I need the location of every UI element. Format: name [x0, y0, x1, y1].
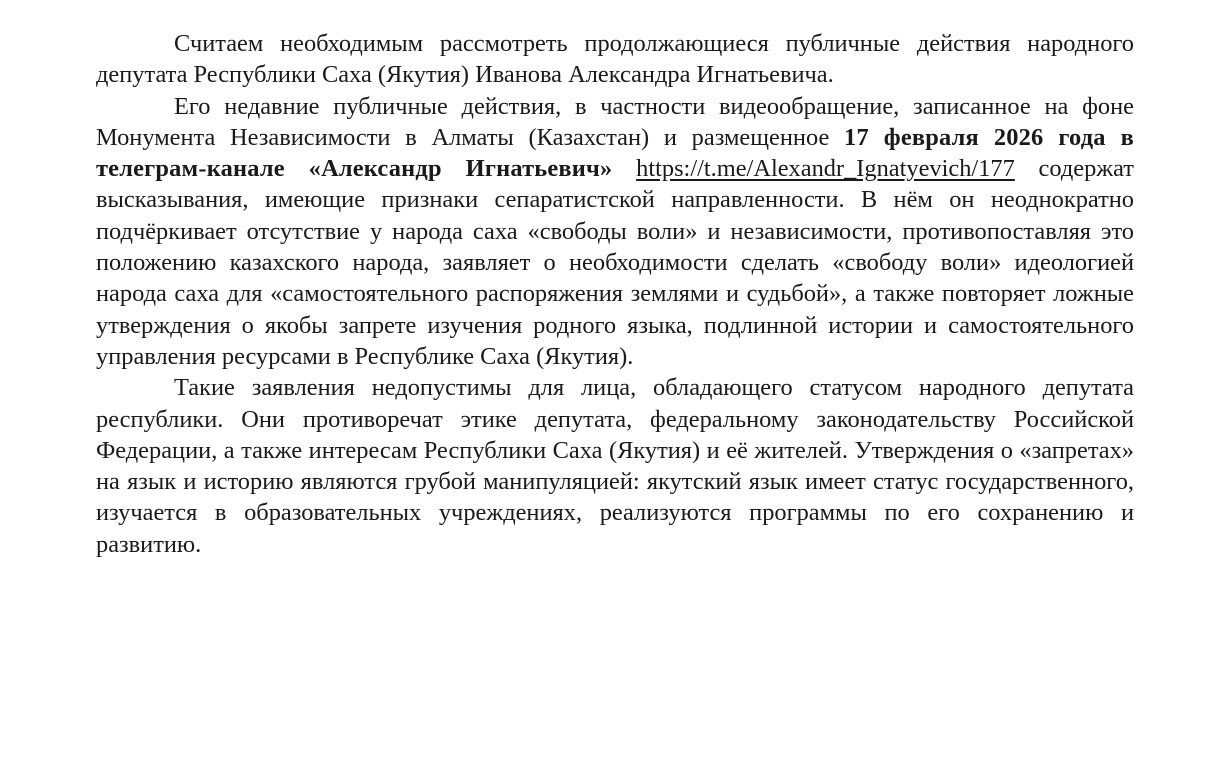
- paragraph-3-text: Такие заявления недопустимы для лица, обладающего статусом народного депутата республики. Они противоречат этике депутата, федеральному законодательству Российской Федерации, а также интересам Республики Саха (Якутия) и её жителей. Утверждения о «запретах» на язык и историю являются грубой манипуляцией: якутский язык имеет статус государственного, изучается в образовательных учреждениях, реализуются программы по его сохранению и развитию.: [96, 374, 1134, 558]
- telegram-link[interactable]: https://t.me/Alexandr_Ignatyevich/177: [636, 155, 1015, 183]
- paragraph-2-lead: Его недавние публичные действия, в частности видеообращение, записанное на фоне Монумента Независимости в Алматы (Казахстан) и размещенное: [96, 92, 1134, 151]
- document-page: [96, 28, 1134, 560]
- paragraph-3: [96, 372, 1134, 560]
- paragraph-2-bold-date-channel: 17 февраля 2026 года в телеграм-канале «Александр Игнатьевич»: [96, 123, 1134, 183]
- paragraph-1-text: Считаем необходимым рассмотреть продолжающиеся публичные действия народного депутата Республики Саха (Якутия) Иванова Александра Игнатьевича.: [96, 30, 1134, 89]
- paragraph-2: [96, 91, 1134, 373]
- paragraph-2-rest: содержат высказывания, имеющие признаки сепаратистской направленности. В нём он неоднократно подчёркивает отсутствие у народа саха «свободы воли» и независимости, противопоставляя это положению казахского народа, заявляет о необходимости сделать «свободу воли» идеологией народа саха для «самостоятельного распоряжения землями и судьбой», а также повторяет ложные утверждения о якобы запрете изучения родного языка, подлинной истории и самостоятельного управления ресурсами в Республике Саха (Якутия).: [96, 155, 1134, 370]
- paragraph-1: [96, 28, 1134, 91]
